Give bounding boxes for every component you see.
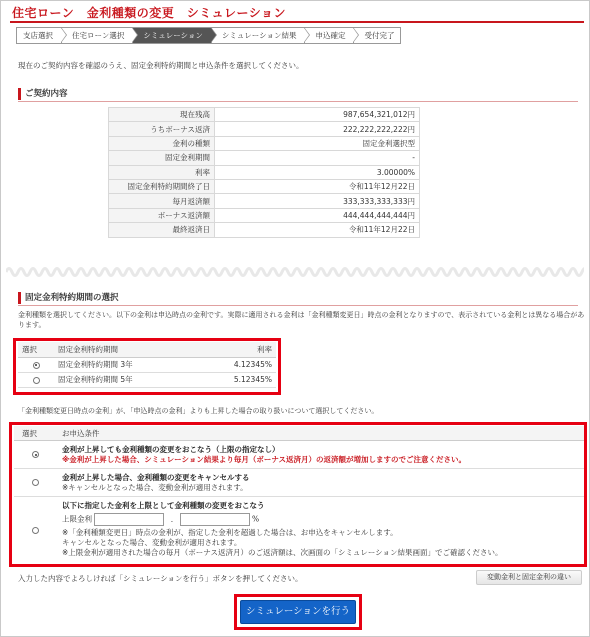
contract-heading: ご契約内容 [18,88,68,100]
period-option-rate: 4.12345% [206,357,276,372]
contract-key: 固定金利特約期間終了日 [109,179,215,193]
limit-rate-label: 上限金利 [62,514,92,524]
contract-key: 毎月返済額 [109,194,215,208]
col-period: 固定金利特約期間 [54,342,206,357]
condition-1-warning: ※金利が上昇した場合、シミュレーション結果より毎月（ボーナス返済月）の返済額が増加しますのでご注意ください。 [62,455,467,464]
cond-col-condition: お申込条件 [62,429,100,438]
submit-instruction: 入力した内容でよろしければ「シミュレーションを行う」ボタンを押してください。 [18,574,303,583]
step-complete: 受付完了 [353,27,401,44]
contract-value: 令和11年12月22日 [215,179,420,193]
col-select: 選択 [18,342,54,357]
contract-key: 金利の種類 [109,136,215,150]
contract-value: - [215,151,420,165]
contract-key: ボーナス返済額 [109,208,215,222]
title-divider [10,21,584,23]
contract-value: 333,333,333,333円 [215,194,420,208]
contract-value: 987,654,321,012円 [215,108,420,122]
condition-3-note-2: キャンセルとなった場合、変動金利が適用されます。 [62,538,242,547]
period-option-rate: 5.12345% [206,372,276,387]
contract-row [109,208,420,222]
section-wave-divider [6,261,584,283]
contract-row [109,223,420,237]
contract-row [109,108,420,122]
contract-heading-rule [18,101,578,102]
contract-key: 現在残高 [109,108,215,122]
contract-row [109,194,420,208]
contract-value: 令和11年12月22日 [215,223,420,237]
contract-value: 444,444,444,444円 [215,208,420,222]
contract-row [109,165,420,179]
period-description: 金利種類を選択してください。以下の金利は申込時点の金利です。実際に適用される金利は「金利種類変更日」時点の金利となりますので、表示されている金利とは異なる場合があります。 [18,311,585,329]
condition-1-title: 金利が上昇しても金利種類の変更をおこなう（上限の指定なし） [62,445,280,454]
contract-row [109,136,420,150]
step-branch-select: 支店選択 [16,27,61,44]
condition-2-title: 金利が上昇した場合、金利種類の変更をキャンセルする [62,473,250,482]
rate-difference-button[interactable]: 変動金利と固定金利の違い [476,570,582,585]
condition-3-title: 以下に指定した金利を上限として金利種類の変更をおこなう [62,501,265,510]
conditions-description: 「金利種類変更日時点の金利」が、「申込時点の金利」よりも上昇した場合の取り扱いについて選択してください。 [18,407,379,415]
run-simulation-button[interactable]: シミュレーションを行う [240,600,356,624]
contract-row [109,179,420,193]
step-confirm: 申込確定 [304,27,353,44]
period-option-label: 固定金利特約期間 5年 [54,372,206,387]
page-title: 住宅ローン 金利種類の変更 シミュレーション [12,6,287,20]
step-simulation-result: シミュレーション結果 [211,27,305,44]
contract-value: 222,222,222,222円 [215,122,420,136]
limit-rate-percent: % [251,514,260,524]
conditions-highlight-box [9,422,587,567]
contract-table [108,107,420,238]
step-loan-select: 住宅ローン選択 [61,27,132,44]
condition-3-note-1: ※「金利種類変更日」時点の金利が、指定した金利を超過した場合は、お申込をキャンセルします。 [62,528,398,537]
period-heading-rule [18,305,578,306]
step-simulation: シミュレーション [132,27,211,44]
contract-row [109,122,420,136]
period-option-label: 固定金利特約期間 3年 [54,357,206,372]
period-highlight-box [13,338,281,395]
col-rate: 利率 [206,342,276,357]
intro-text: 現在のご契約内容を確認のうえ、固定金利特約期間と申込条件を選択してください。 [18,61,304,70]
contract-key: 最終返済日 [109,223,215,237]
cond-col-select: 選択 [22,429,37,438]
condition-3-note-3: ※上限金利が適用された場合の毎月（ボーナス返済月）のご返済額は、次画面の「シミュレーション結果画面」でご確認ください。 [62,548,503,557]
contract-key: 固定金利期間 [109,151,215,165]
contract-key: うちボーナス返済 [109,122,215,136]
contract-key: 利率 [109,165,215,179]
contract-row [109,151,420,165]
period-heading: 固定金利特約期間の選択 [18,292,119,304]
contract-value: 3.00000% [215,165,420,179]
contract-value: 固定金利選択型 [215,136,420,150]
condition-2-note: ※キャンセルとなった場合、変動金利が適用されます。 [62,483,248,492]
progress-steps [16,27,401,44]
limit-rate-dot: . [170,514,174,524]
